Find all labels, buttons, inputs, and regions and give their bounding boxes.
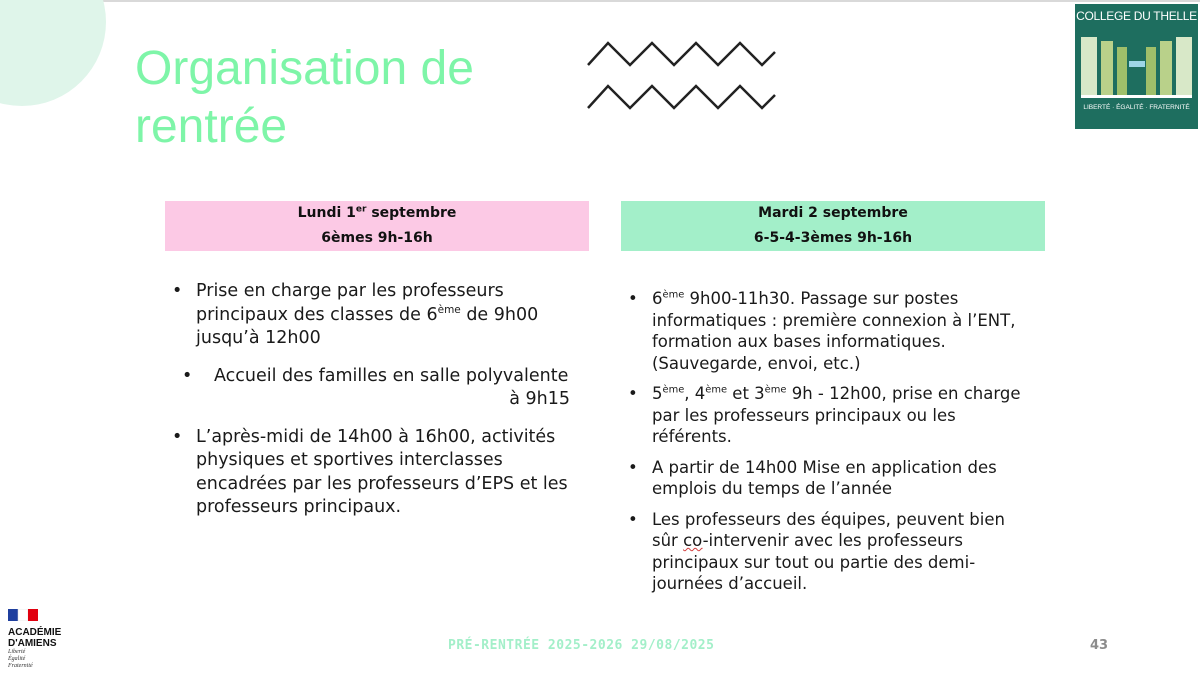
top-border [0, 0, 1200, 2]
slide-title: Organisation de rentrée [135, 42, 474, 153]
list-item: • Les professeurs des équipes, peuvent bien sûr co-intervenir avec les professeurs principaux sur tout ou partie des demi-journées d’accueil. [628, 509, 1028, 595]
page-number: 43 [1090, 638, 1109, 653]
college-logo [1075, 4, 1198, 129]
academie-motto: Liberté Égalité Fraternité [8, 649, 33, 669]
list-item: • 5ème, 4ème et 3ème 9h - 12h00, prise en charge par les professeurs principaux ou les référents. [628, 383, 1028, 448]
french-flag-icon [8, 609, 40, 621]
slide-footer: PRÉ-RENTRÉE 2025-2026 29/08/2025 [448, 638, 715, 653]
monday-header [165, 201, 589, 251]
monday-list [172, 280, 572, 534]
academie-name: ACADÉMIE D'AMIENS [8, 627, 62, 649]
monday-date: Lundi 1er septembre [297, 204, 457, 221]
list-item: • A partir de 14h00 Mise en application des emplois du temps de l’année [628, 457, 1028, 500]
zigzag-decoration [585, 38, 780, 118]
academie-logo [8, 606, 78, 670]
list-item: • 6ème 9h00-11h30. Passage sur postes informatiques : première connexion à l’ENT, formation aux bases informatiques. (Sauvegarde, envoi, etc.) [628, 288, 1028, 374]
tuesday-subtitle: 6-5-4-3èmes 9h-16h [753, 230, 913, 246]
college-building-icon [1081, 31, 1192, 99]
tuesday-date: Mardi 2 septembre [758, 205, 908, 221]
list-item: • Prise en charge par les professeurs principaux des classes de 6ème de 9h00 jusqu’à 12h00 [172, 280, 572, 351]
college-motto: LIBERTÉ · ÉGALITÉ · FRATERNITÉ [1083, 104, 1190, 111]
college-name: COLLEGE DU THELLE [1076, 9, 1197, 23]
tuesday-list [628, 288, 1028, 604]
tuesday-header [621, 201, 1045, 251]
decorative-circle [0, 0, 106, 106]
spellcheck-underline: co [683, 531, 703, 550]
list-item: • Accueil des familles en salle polyvalente à 9h15 [182, 365, 572, 412]
monday-subtitle: 6èmes 9h-16h [321, 230, 433, 246]
list-item: • L’après-midi de 14h00 à 16h00, activités physiques et sportives interclasses encadrées par les professeurs d’EPS et les professeurs principaux. [172, 426, 572, 520]
